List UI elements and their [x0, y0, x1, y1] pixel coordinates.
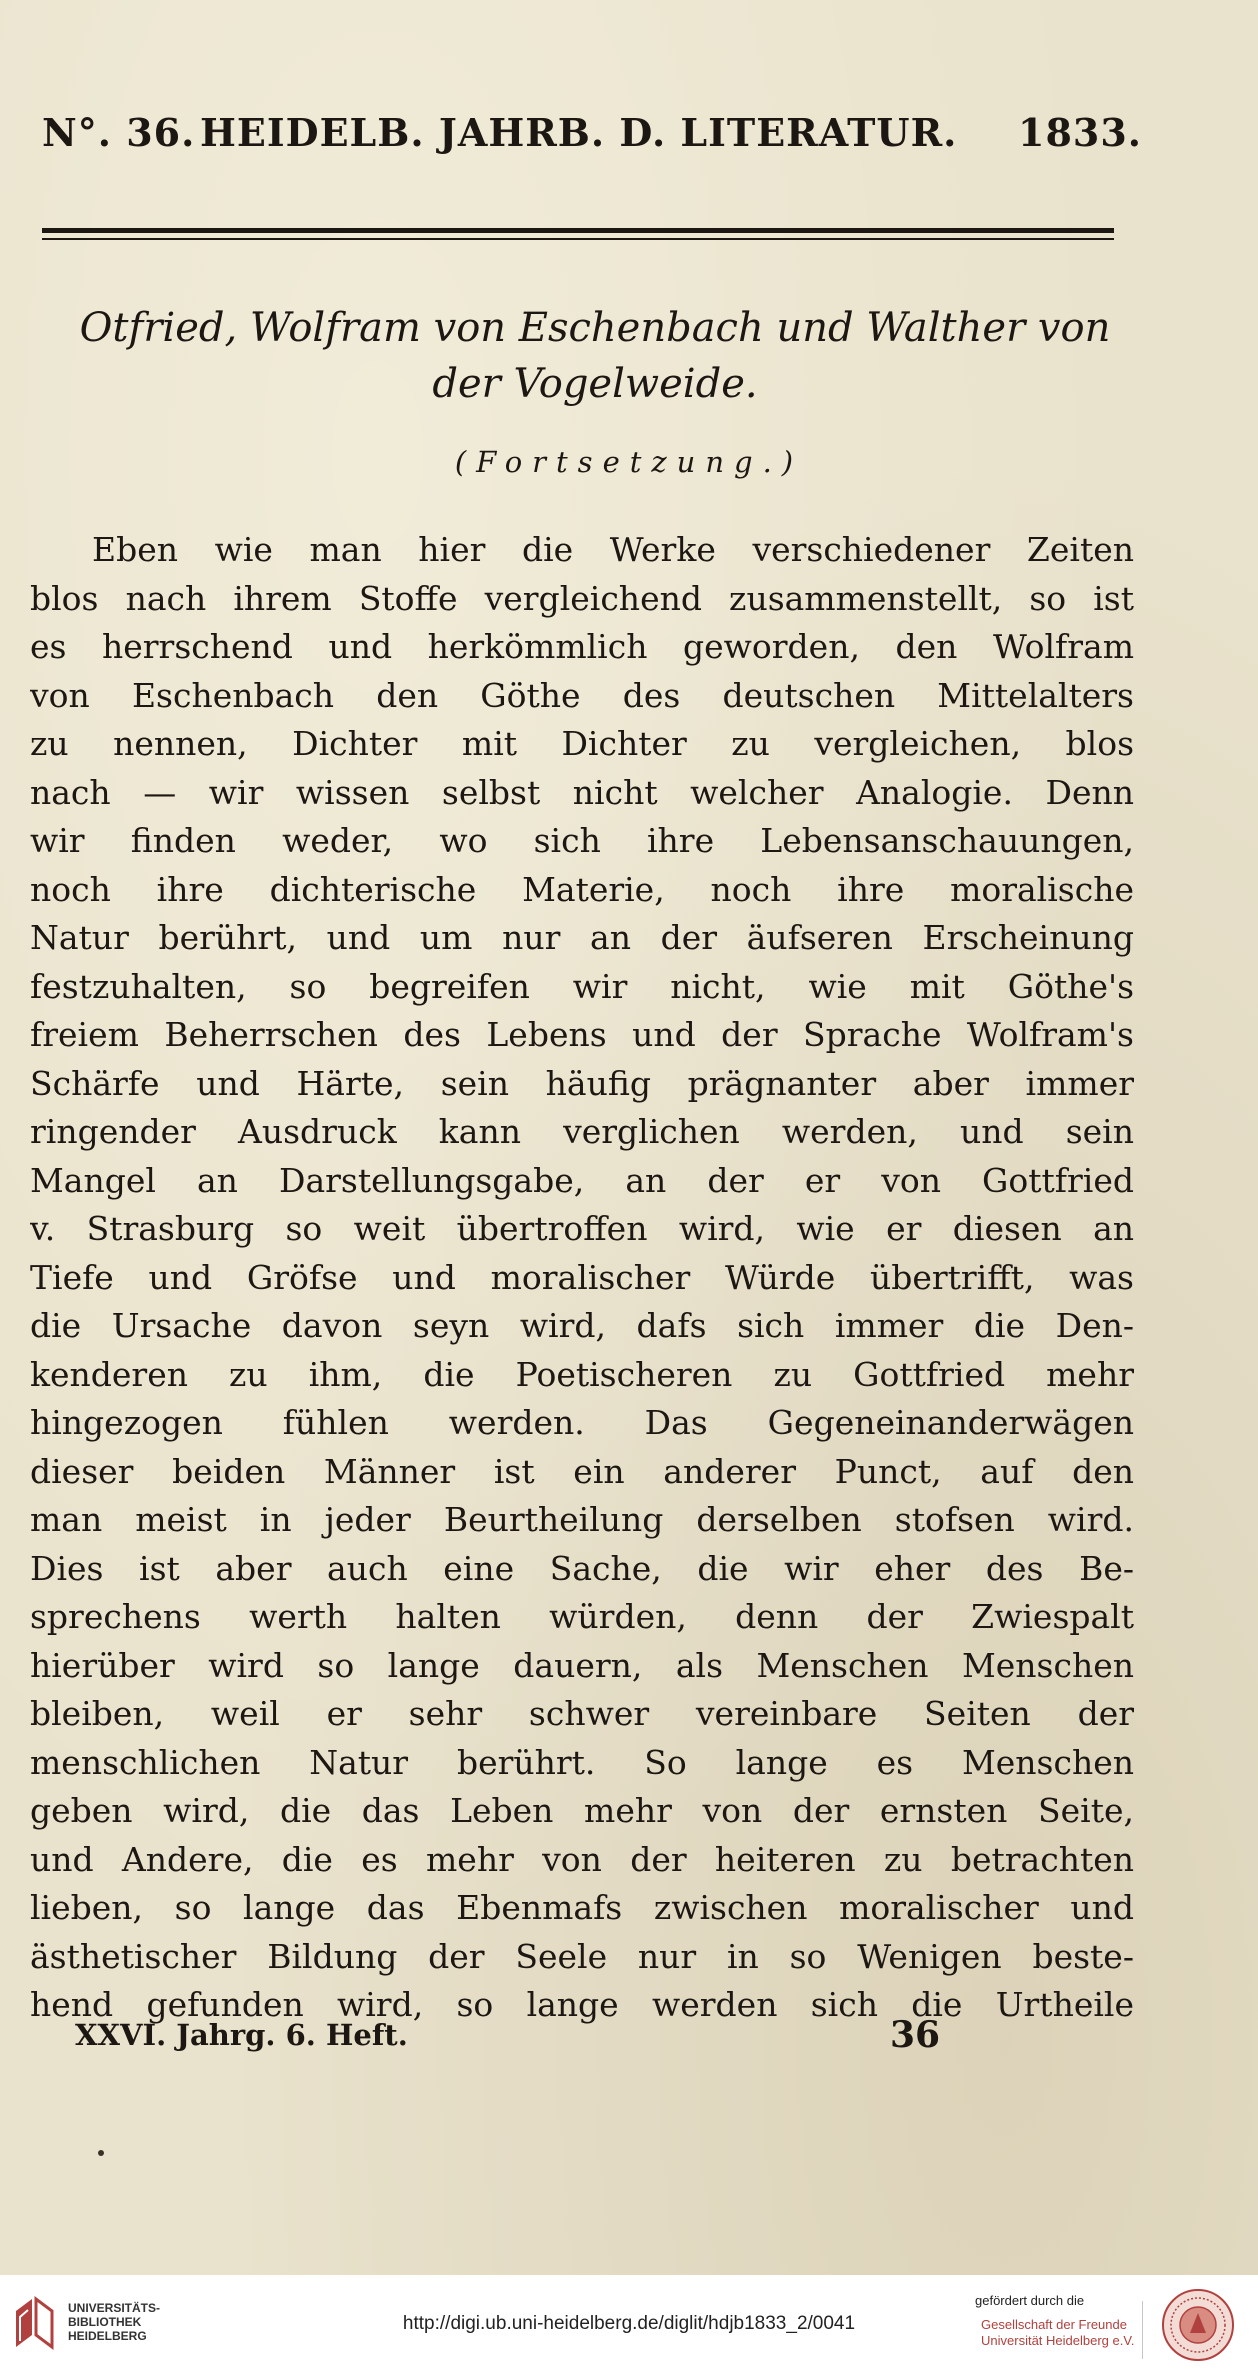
text-line: von Eschenbach den Göthe des deutschen Mittelalters	[30, 675, 1134, 715]
text-line: festzuhalten, so begreifen wir nicht, wie mit Göthe's	[30, 966, 1134, 1006]
article-title-line-1: Otfried, Wolfram von Eschenbach und Walther von	[79, 305, 1111, 351]
text-line: noch ihre dichterische Materie, noch ihre moralische	[30, 869, 1134, 909]
text-line: man meist in jeder Beurtheilung derselben stofsen wird.	[30, 1500, 1134, 1539]
text-line: wir finden weder, wo sich ihre Lebensanschauungen,	[30, 821, 1134, 860]
header-rule-thick	[42, 228, 1114, 233]
text-line: ringender Ausdruck kann verglichen werden, und sein	[30, 1112, 1134, 1151]
permalink[interactable]: http://digi.ub.uni-heidelberg.de/diglit/hdjb1833_2/0041	[402, 2313, 856, 2334]
text-line: es herrschend und herkömmlich geworden, den Wolfram	[30, 627, 1134, 666]
text-line: Tiefe und Gröfse und moralischer Würde übertrifft, was	[30, 1257, 1134, 1297]
paper-speck	[98, 2150, 104, 2156]
article-title	[50, 300, 1140, 412]
article-body	[30, 526, 1134, 2030]
text-line: und Andere, die es mehr von der heiteren zu betrachten	[30, 1839, 1134, 1879]
funded-by-label: gefördert durch die	[975, 2293, 1085, 2308]
text-line: Natur berührt, und um nur an der äufseren Erscheinung	[30, 918, 1134, 957]
text-line: Dies ist aber auch eine Sache, die wir eher des Be-	[30, 1548, 1134, 1588]
library-name-line-1: UNIVERSITÄTS-	[68, 2301, 161, 2315]
sponsor-name	[981, 2317, 1134, 2349]
banner-divider	[1142, 2301, 1143, 2359]
text-line: geben wird, die das Leben mehr von der ernsten Seite,	[30, 1791, 1134, 1830]
text-line: kenderen zu ihm, die Poetischeren zu Gottfried mehr	[30, 1354, 1134, 1394]
text-line: bleiben, weil er sehr schwer vereinbare Seiten der	[30, 1694, 1134, 1733]
text-line: v. Strasburg so weit übertroffen wird, wie er diesen an	[30, 1209, 1134, 1248]
text-line: Eben wie man hier die Werke verschiedener Zeiten	[92, 530, 1134, 569]
text-line: blos nach ihrem Stoffe vergleichend zusammenstellt, so ist	[30, 578, 1134, 618]
text-line: nach — wir wissen selbst nicht welcher Analogie. Denn	[30, 772, 1134, 812]
sponsor-name-line-2: Universität Heidelberg e.V.	[981, 2333, 1135, 2348]
page-number: 36	[890, 2014, 941, 2056]
running-header	[0, 110, 1258, 170]
page-footer	[0, 2014, 1258, 2068]
text-line: hend gefunden wird, so lange werden sich die Urtheile	[30, 1985, 1134, 2024]
article-subtitle: (Fortsetzung.)	[454, 445, 804, 479]
text-line: dieser beiden Männer ist ein anderer Punct, auf den	[30, 1451, 1134, 1491]
header-rule-thin	[42, 238, 1114, 240]
text-line: zu nennen, Dichter mit Dichter zu vergleichen, blos	[30, 724, 1134, 763]
text-line: Schärfe und Härte, sein häufig prägnanter aber immer	[30, 1063, 1134, 1103]
text-line: menschlichen Natur berührt. So lange es Menschen	[30, 1742, 1134, 1782]
library-name-line-2: BIBLIOTHEK	[68, 2315, 142, 2329]
issue-number: N°. 36.	[42, 110, 196, 155]
sponsor-name-line-1: Gesellschaft der Freunde	[981, 2317, 1127, 2332]
text-line: ästhetischer Bildung der Seele nur in so Wenigen beste-	[30, 1936, 1134, 1976]
text-line: freiem Beherrschen des Lebens und der Sprache Wolfram's	[30, 1015, 1134, 1054]
text-line: sprechens werth halten würden, denn der Zwiespalt	[30, 1597, 1134, 1636]
text-line: lieben, so lange das Ebenmafs zwischen moralischer und	[30, 1888, 1134, 1927]
text-line: hingezogen fühlen werden. Das Gegeneinanderwägen	[30, 1403, 1134, 1442]
university-seal-icon	[1160, 2287, 1236, 2363]
digitization-banner	[0, 2275, 1258, 2369]
journal-title: HEIDELB. JAHRB. D. LITERATUR.	[200, 110, 958, 155]
text-line: hierüber wird so lange dauern, als Menschen Menschen	[30, 1645, 1134, 1685]
library-name-line-3: HEIDELBERG	[68, 2329, 147, 2343]
year: 1833.	[1018, 110, 1142, 155]
text-line: die Ursache davon seyn wird, dafs sich immer die Den-	[30, 1306, 1134, 1345]
text-line: Mangel an Darstellungsgabe, an der er von Gottfried	[30, 1160, 1134, 1200]
article-title-line-2: der Vogelweide.	[432, 361, 758, 407]
volume-signature: XXVI. Jahrg. 6. Heft.	[75, 2018, 408, 2052]
